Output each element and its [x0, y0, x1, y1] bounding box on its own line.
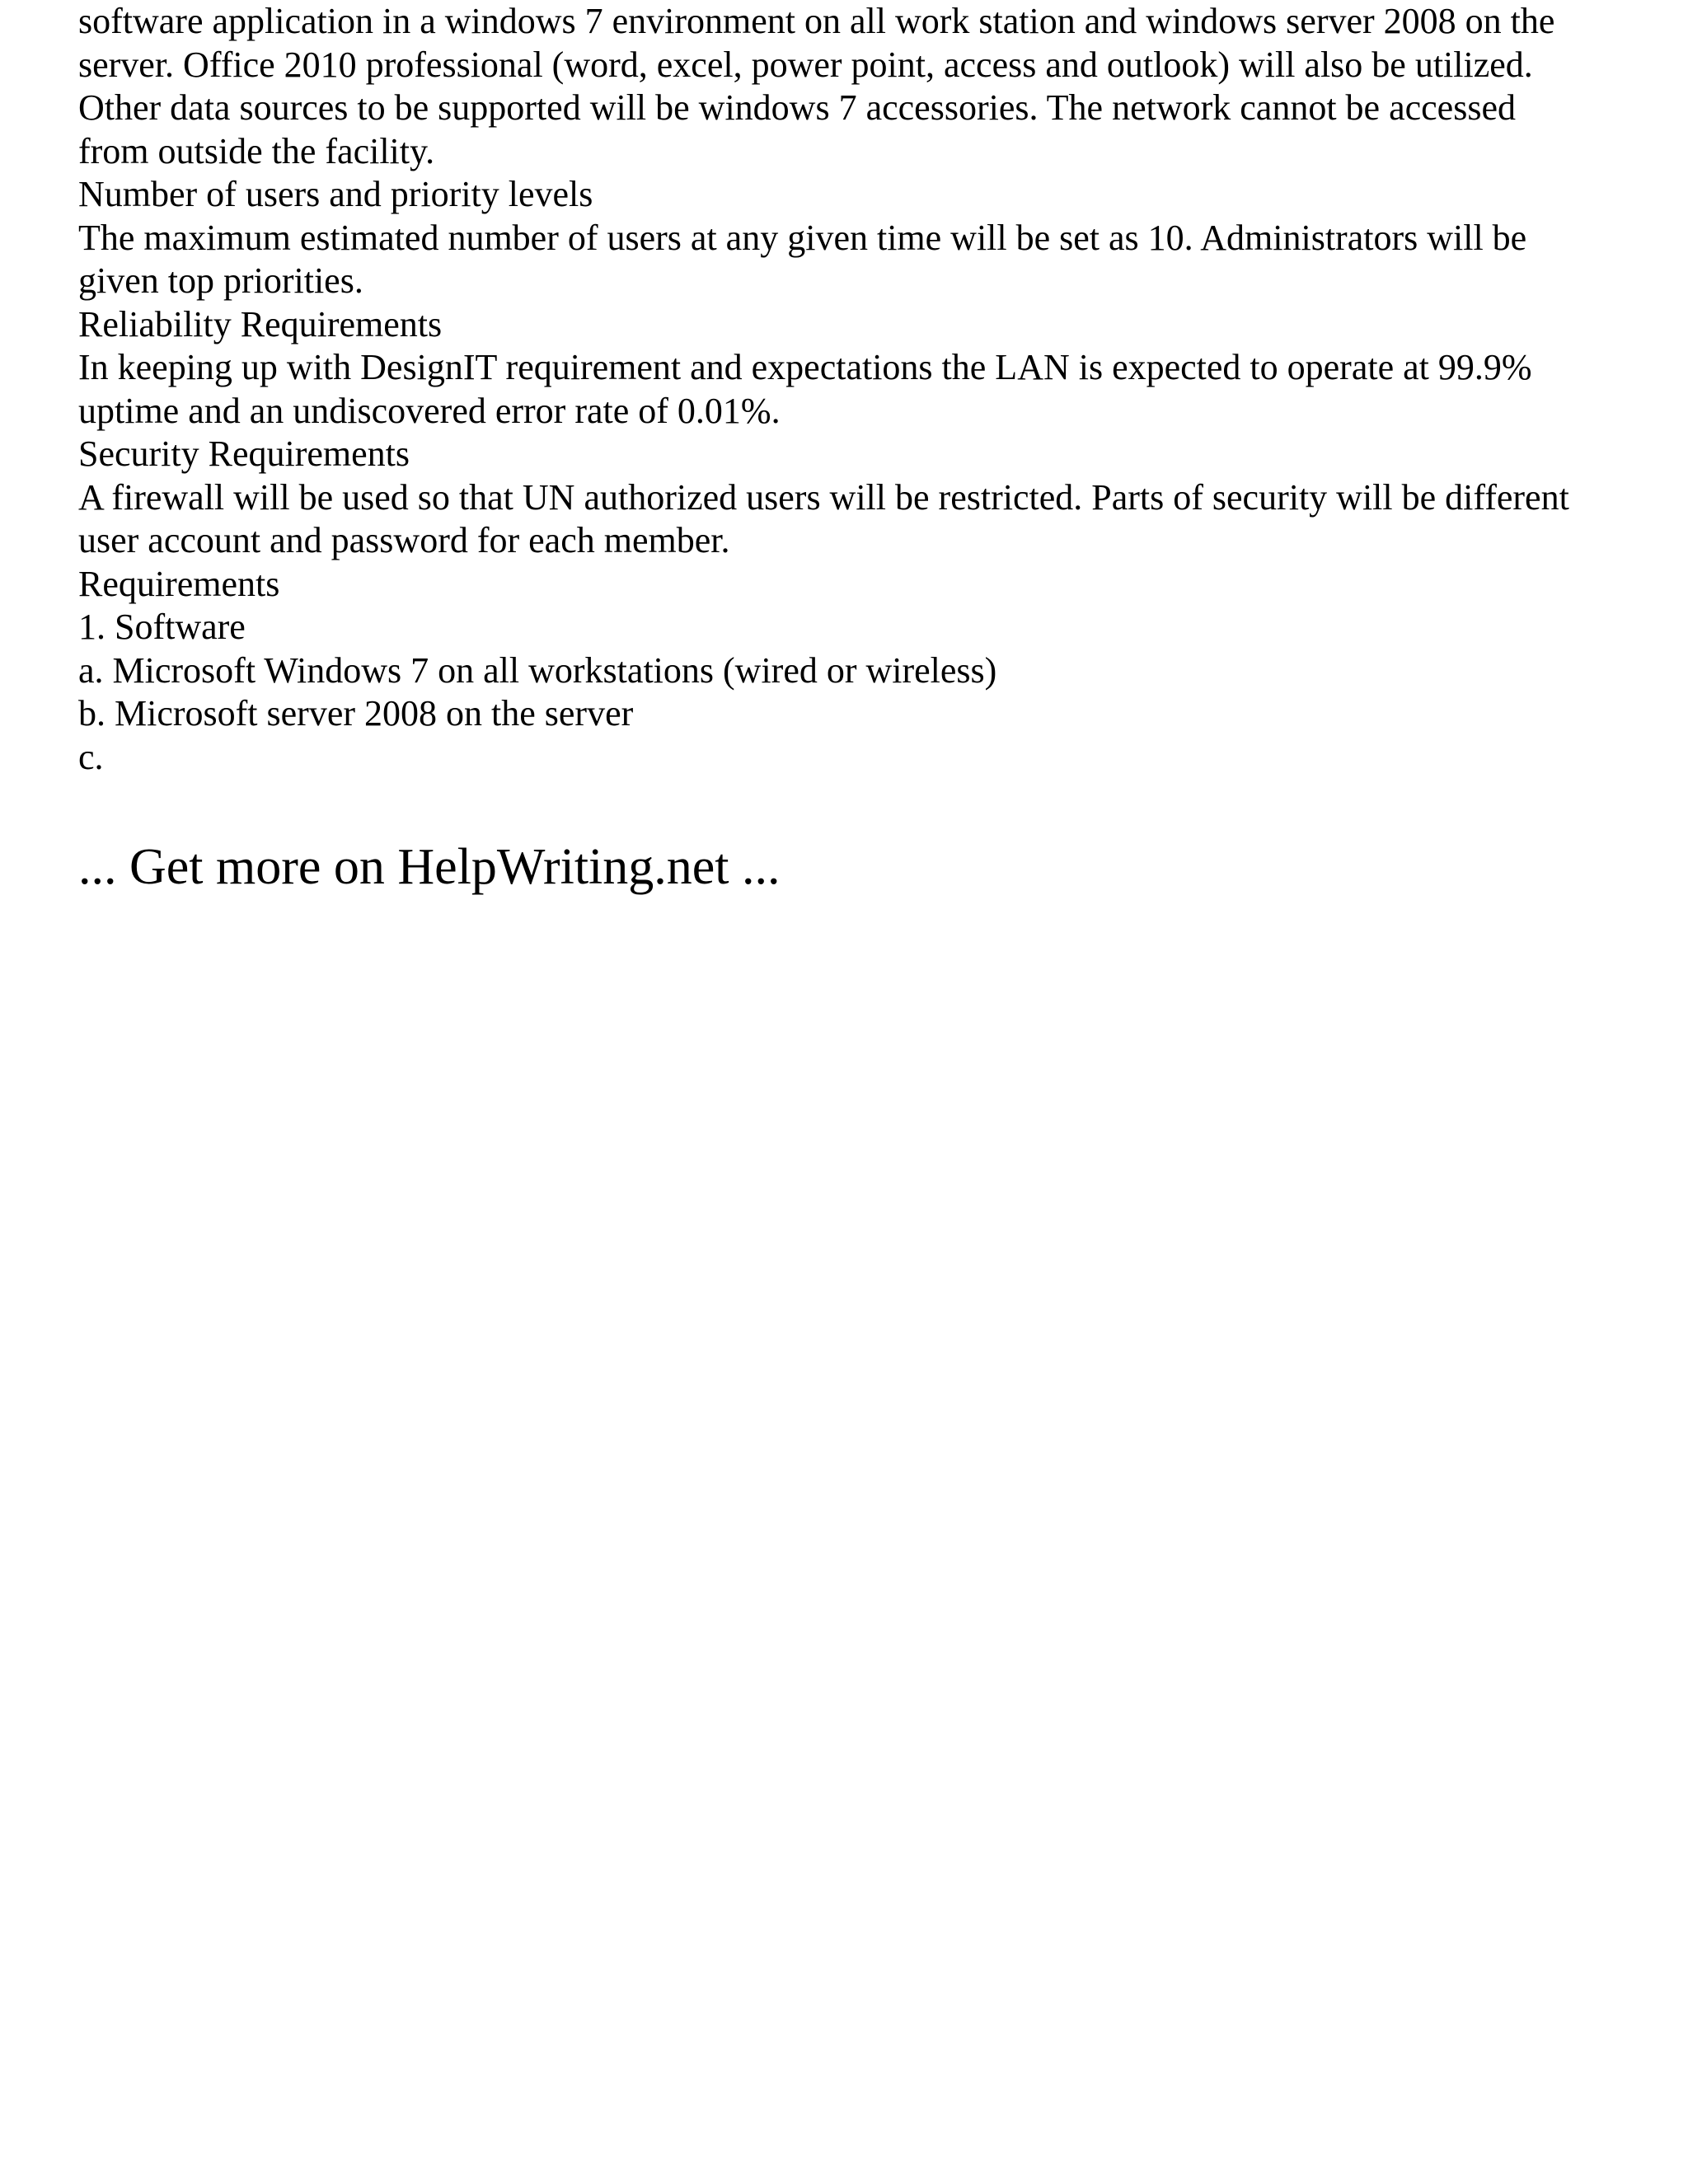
list-item: b. Microsoft server 2008 on the server [78, 693, 634, 733]
paragraph-line: software application in a windows 7 environment on all work station and windows server 2008 on the [78, 1, 1555, 41]
paragraph-line: uptime and an undiscovered error rate of 0.01%. [78, 390, 781, 431]
get-more-link[interactable]: ... Get more on HelpWriting.net ... [78, 839, 781, 895]
paragraph-line: given top priorities. [78, 260, 363, 301]
paragraph-line: server. Office 2010 professional (word, excel, power point, access and outlook) will also be utilized. [78, 44, 1533, 85]
section-heading: Requirements [78, 563, 280, 604]
paragraph-line: from outside the facility. [78, 130, 435, 171]
paragraph-line: The maximum estimated number of users at any given time will be set as 10. Administrators will be [78, 217, 1527, 258]
document-page [78, 0, 1661, 896]
list-item: a. Microsoft Windows 7 on all workstations (wired or wireless) [78, 649, 997, 691]
paragraph-line: In keeping up with DesignIT requirement and expectations the LAN is expected to operate at 99.9% [78, 347, 1532, 387]
list-item: c. [78, 736, 104, 777]
section-heading: Number of users and priority levels [78, 174, 593, 214]
paragraph-line: A firewall will be used so that UN authorized users will be restricted. Parts of security will be different [78, 476, 1569, 518]
spacer [78, 779, 1661, 838]
section-heading: Security Requirements [78, 434, 410, 474]
paragraph-line: Other data sources to be supported will be windows 7 accessories. The network cannot be accessed [78, 87, 1516, 128]
section-heading: Reliability Requirements [78, 303, 443, 344]
list-item: 1. Software [78, 607, 246, 647]
document-body [78, 0, 1661, 779]
paragraph-line: user account and password for each member. [78, 520, 730, 560]
